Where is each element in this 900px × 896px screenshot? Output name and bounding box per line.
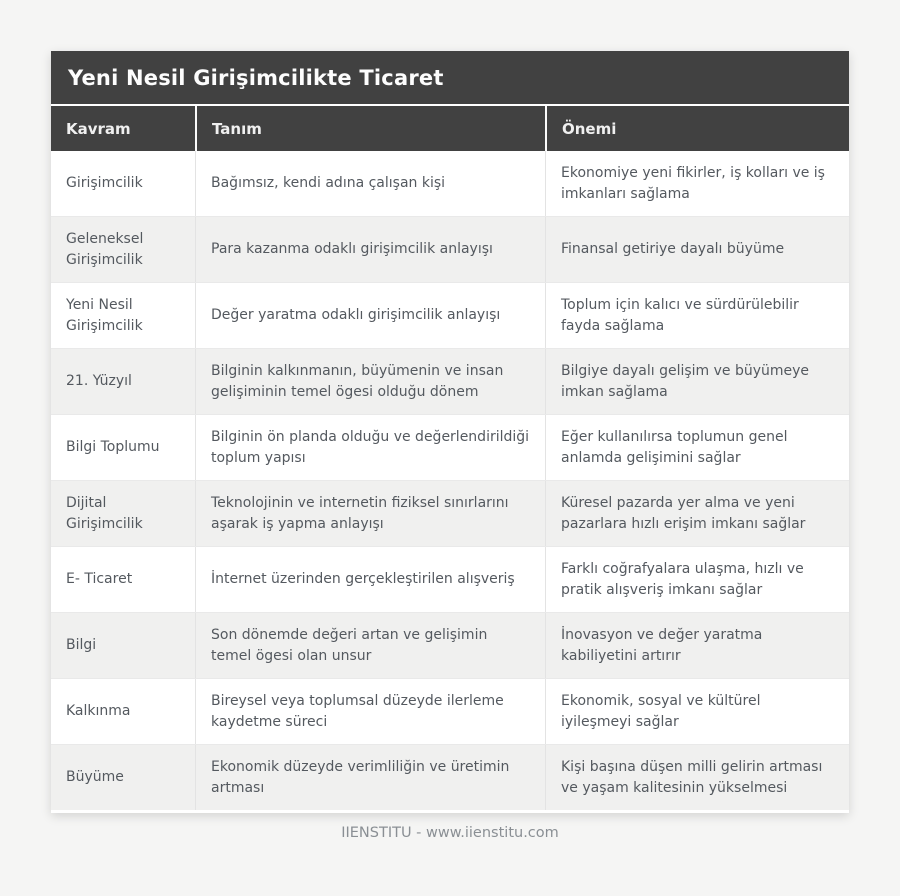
header-cell-tanim: Tanım bbox=[195, 106, 545, 151]
tanim-cell: Değer yaratma odaklı girişimcilik anlayışı bbox=[195, 283, 545, 348]
header-cell-onemi: Önemi bbox=[545, 106, 849, 151]
tanim-cell: Bağımsız, kendi adına çalışan kişi bbox=[195, 151, 545, 216]
kavram-cell: Geleneksel Girişimcilik bbox=[66, 231, 144, 268]
header-cell-kavram: Kavram bbox=[66, 119, 131, 138]
table-row bbox=[51, 414, 849, 480]
onemi-cell: Ekonomik, sosyal ve kültürel iyileşmeyi sağlar bbox=[545, 679, 849, 744]
tanim-cell: Bireysel veya toplumsal düzeyde ilerleme kaydetme süreci bbox=[195, 679, 545, 744]
table-row bbox=[51, 744, 849, 810]
tanim-cell: Ekonomik düzeyde verimliliğin ve üretimin artması bbox=[195, 745, 545, 810]
table-row bbox=[51, 612, 849, 678]
table-title: Yeni Nesil Girişimcilikte Ticaret bbox=[51, 51, 849, 104]
tanim-cell: Bilginin ön planda olduğu ve değerlendirildiği toplum yapısı bbox=[195, 415, 545, 480]
table-row bbox=[51, 348, 849, 414]
table-body bbox=[51, 151, 849, 810]
kavram-cell: 21. Yüzyıl bbox=[66, 373, 132, 390]
onemi-cell: Finansal getiriye dayalı büyüme bbox=[545, 217, 849, 282]
kavram-cell: Büyüme bbox=[66, 769, 124, 786]
tanim-cell: Son dönemde değeri artan ve gelişimin temel ögesi olan unsur bbox=[195, 613, 545, 678]
onemi-cell: İnovasyon ve değer yaratma kabiliyetini artırır bbox=[545, 613, 849, 678]
footer-credit: IIENSTITU - www.iienstitu.com bbox=[341, 825, 559, 841]
onemi-cell: Kişi başına düşen milli gelirin artması ve yaşam kalitesinin yükselmesi bbox=[545, 745, 849, 810]
concept-table-card bbox=[51, 51, 849, 813]
kavram-cell: Girişimcilik bbox=[66, 175, 143, 192]
kavram-cell: Kalkınma bbox=[66, 703, 131, 720]
table-row bbox=[51, 678, 849, 744]
tanim-cell: Teknolojinin ve internetin fiziksel sınırlarını aşarak iş yapma anlayışı bbox=[195, 481, 545, 546]
onemi-cell: Bilgiye dayalı gelişim ve büyümeye imkan sağlama bbox=[545, 349, 849, 414]
tanim-cell: İnternet üzerinden gerçekleştirilen alışveriş bbox=[195, 547, 545, 612]
onemi-cell: Farklı coğrafyalara ulaşma, hızlı ve pratik alışveriş imkanı sağlar bbox=[545, 547, 849, 612]
onemi-cell: Küresel pazarda yer alma ve yeni pazarlara hızlı erişim imkanı sağlar bbox=[545, 481, 849, 546]
table-row bbox=[51, 151, 849, 216]
kavram-cell: Yeni Nesil Girişimcilik bbox=[66, 297, 143, 334]
kavram-cell: Dijital Girişimcilik bbox=[66, 495, 143, 532]
onemi-cell: Toplum için kalıcı ve sürdürülebilir fayda sağlama bbox=[545, 283, 849, 348]
tanim-cell: Bilginin kalkınmanın, büyümenin ve insan gelişiminin temel ögesi olduğu dönem bbox=[195, 349, 545, 414]
tanim-cell: Para kazanma odaklı girişimcilik anlayışı bbox=[195, 217, 545, 282]
kavram-cell: E- Ticaret bbox=[66, 571, 133, 588]
kavram-cell: Bilgi bbox=[66, 637, 97, 654]
onemi-cell: Eğer kullanılırsa toplumun genel anlamda gelişimini sağlar bbox=[545, 415, 849, 480]
table-row bbox=[51, 546, 849, 612]
onemi-cell: Ekonomiye yeni fikirler, iş kolları ve iş imkanları sağlama bbox=[545, 151, 849, 216]
table-header-row bbox=[51, 106, 849, 151]
table-row bbox=[51, 216, 849, 282]
table-row bbox=[51, 282, 849, 348]
table-row bbox=[51, 480, 849, 546]
kavram-cell: Bilgi Toplumu bbox=[66, 439, 160, 456]
